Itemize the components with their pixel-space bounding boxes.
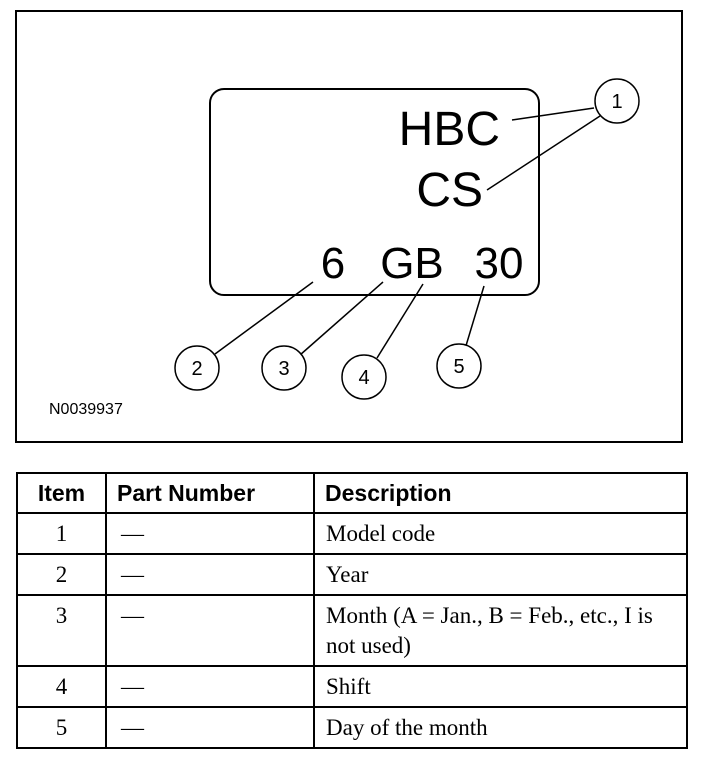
svg-text:2: 2 xyxy=(191,358,203,380)
svg-text:5: 5 xyxy=(453,356,465,378)
table-row xyxy=(17,554,687,595)
legend-table xyxy=(16,472,688,749)
cell-part-number: — xyxy=(106,707,314,748)
table-row xyxy=(17,666,687,707)
tag-line-hbc: HBC xyxy=(398,103,500,156)
callout-5 xyxy=(437,344,481,388)
leader-line-3 xyxy=(300,282,383,355)
cell-description: Month (A = Jan., B = Feb., etc., I is not used) xyxy=(314,595,687,666)
tag-line-day: 30 xyxy=(474,239,524,288)
header-description: Description xyxy=(314,473,687,513)
leader-line-1b xyxy=(487,116,600,190)
header-part-number: Part Number xyxy=(106,473,314,513)
leader-line-2 xyxy=(215,282,313,354)
table-row xyxy=(17,513,687,554)
leader-line-1a xyxy=(512,108,594,120)
cell-description: Shift xyxy=(314,666,687,707)
cell-part-number: — xyxy=(106,595,314,666)
table-row xyxy=(17,595,687,666)
table-header-row xyxy=(17,473,687,513)
figure-id: N0039937 xyxy=(49,401,123,418)
svg-text:4: 4 xyxy=(358,367,370,389)
svg-text:1: 1 xyxy=(611,91,623,113)
cell-part-number: — xyxy=(106,554,314,595)
header-item: Item xyxy=(17,473,106,513)
tag-line-year: 6 xyxy=(320,239,346,288)
tag-line-cs: CS xyxy=(416,164,483,217)
tag-diagram xyxy=(17,12,681,441)
cell-description: Day of the month xyxy=(314,707,687,748)
identification-tag-figure xyxy=(15,10,683,443)
callout-4 xyxy=(342,355,386,399)
svg-text:3: 3 xyxy=(278,358,290,380)
callout-3 xyxy=(262,346,306,390)
cell-description: Year xyxy=(314,554,687,595)
tag-line-month-shift: GB xyxy=(380,239,444,288)
callout-1 xyxy=(595,79,639,123)
cell-item: 1 xyxy=(17,513,106,554)
table-row xyxy=(17,707,687,748)
cell-item: 4 xyxy=(17,666,106,707)
cell-description: Model code xyxy=(314,513,687,554)
cell-part-number: — xyxy=(106,513,314,554)
cell-item: 2 xyxy=(17,554,106,595)
cell-part-number: — xyxy=(106,666,314,707)
cell-item: 5 xyxy=(17,707,106,748)
callout-2 xyxy=(175,346,219,390)
cell-item: 3 xyxy=(17,595,106,666)
